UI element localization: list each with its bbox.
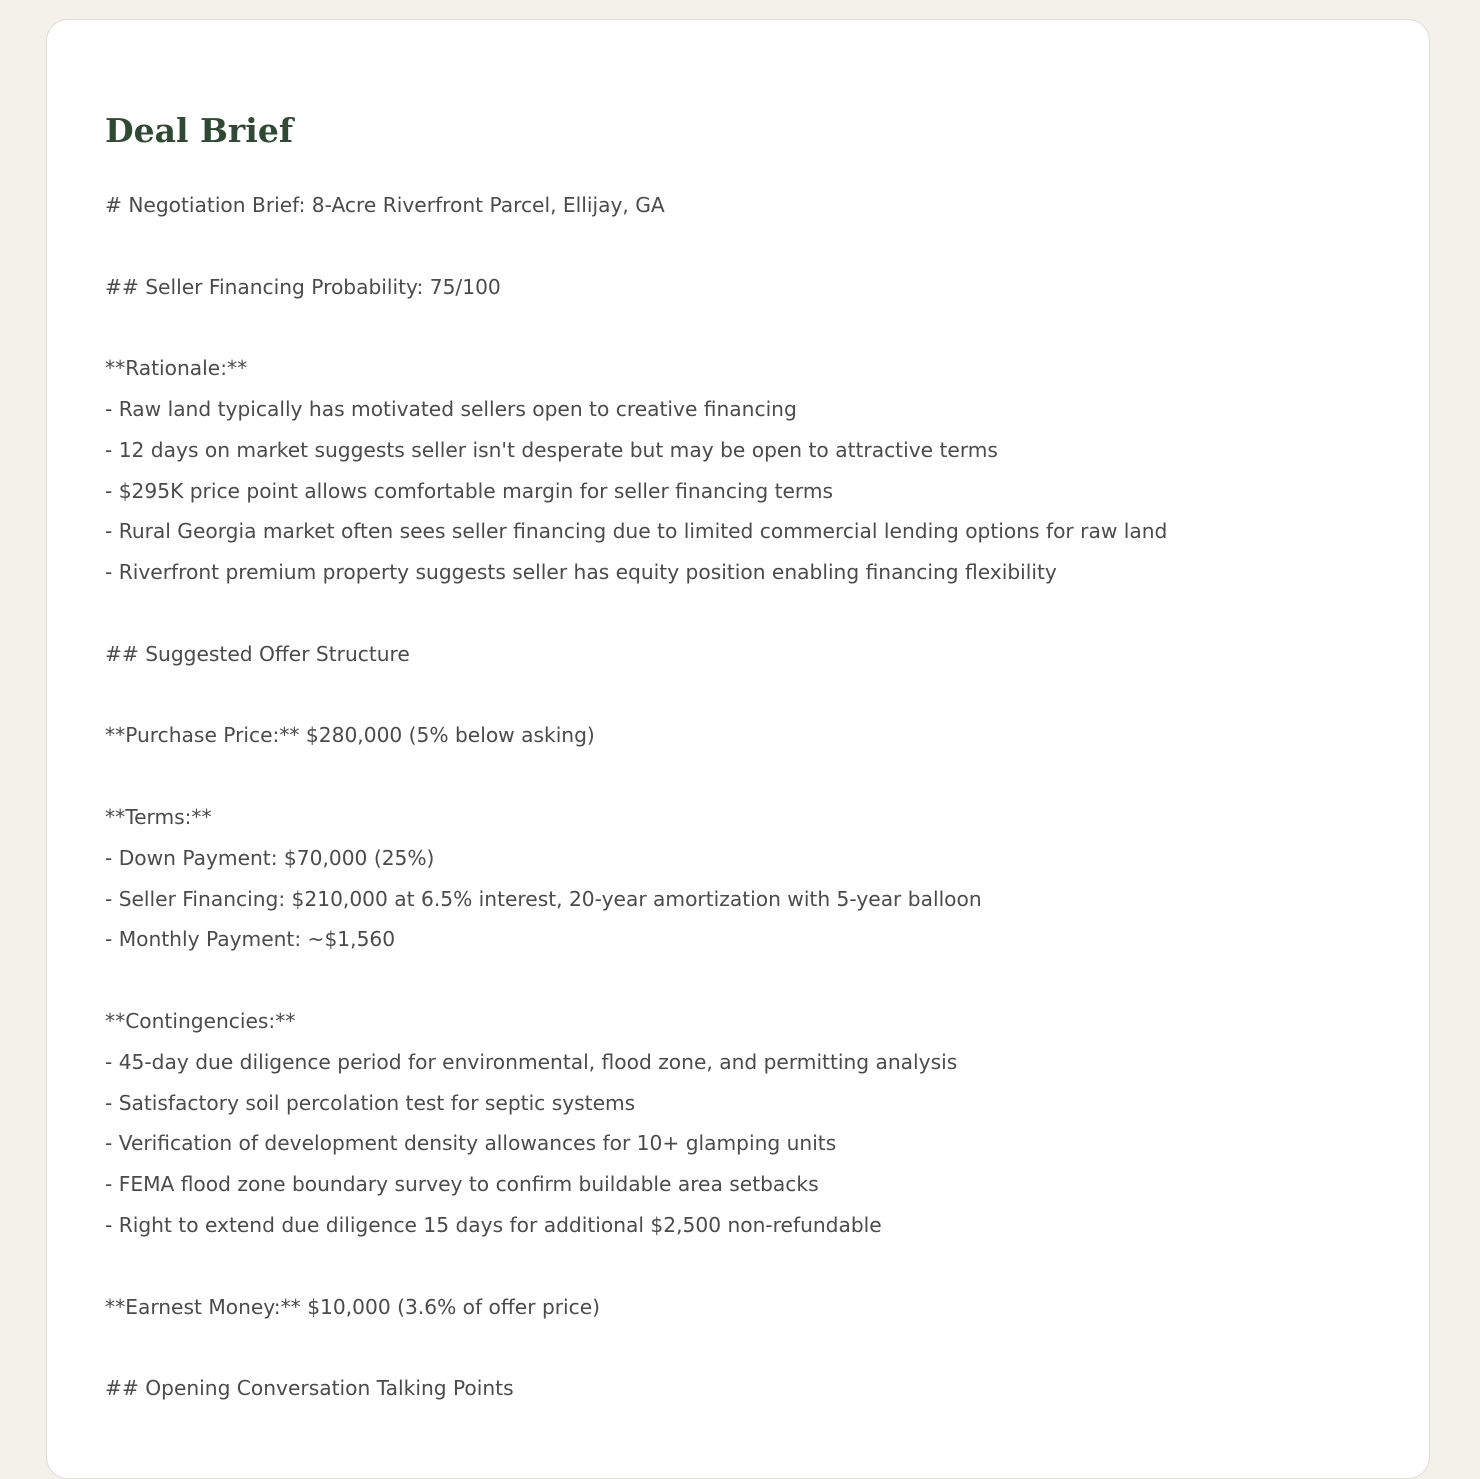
brief-line: - 12 days on market suggests seller isn't desperate but may be open to attractive terms (105, 437, 998, 462)
blank-line (105, 1246, 1395, 1287)
brief-line: - Raw land typically has motivated sellers open to creative financing (105, 396, 797, 421)
blank-line (105, 675, 1395, 716)
brief-line: **Contingencies:** (105, 1008, 296, 1033)
brief-line: - $295K price point allows comfortable margin for seller financing terms (105, 478, 834, 503)
brief-line: ## Seller Financing Probability: 75/100 (105, 274, 501, 299)
brief-line: # Negotiation Brief: 8-Acre Riverfront Parcel, Ellijay, GA (105, 193, 665, 217)
brief-line: **Rationale:** (105, 356, 248, 381)
brief-line: **Terms:** (105, 804, 212, 829)
brief-line: **Earnest Money:** $10,000 (3.6% of offer price) (105, 1294, 601, 1319)
brief-line: - Monthly Payment: ~$1,560 (105, 927, 396, 952)
brief-line: - Verification of development density allowances for 10+ glamping units (105, 1131, 837, 1156)
brief-line: - Right to extend due diligence 15 days for additional $2,500 non-refundable (105, 1212, 882, 1237)
card-title: Deal Brief (105, 111, 294, 150)
blank-line (105, 593, 1395, 634)
brief-line: - Riverfront premium property suggests seller has equity position enabling financing flexibility (105, 560, 1057, 585)
brief-line: - FEMA flood zone boundary survey to confirm buildable area setbacks (105, 1172, 819, 1197)
brief-line: ## Suggested Offer Structure (105, 641, 410, 666)
brief-text (105, 185, 1395, 1409)
brief-line: - Satisfactory soil percolation test for septic systems (105, 1090, 636, 1115)
blank-line (105, 307, 1395, 348)
blank-line (105, 960, 1395, 1001)
brief-line: ## Opening Conversation Talking Points (105, 1376, 514, 1401)
brief-line: **Purchase Price:** $280,000 (5% below asking) (105, 723, 595, 748)
brief-line: - Down Payment: $70,000 (25%) (105, 845, 435, 870)
blank-line (105, 226, 1395, 267)
blank-line (105, 756, 1395, 797)
brief-line: - Rural Georgia market often sees seller financing due to limited commercial lending options for raw land (105, 519, 1168, 544)
blank-line (105, 1327, 1395, 1368)
brief-line: - Seller Financing: $210,000 at 6.5% interest, 20-year amortization with 5-year balloon (105, 886, 982, 911)
brief-line: - 45-day due diligence period for environmental, flood zone, and permitting analysis (105, 1049, 958, 1074)
